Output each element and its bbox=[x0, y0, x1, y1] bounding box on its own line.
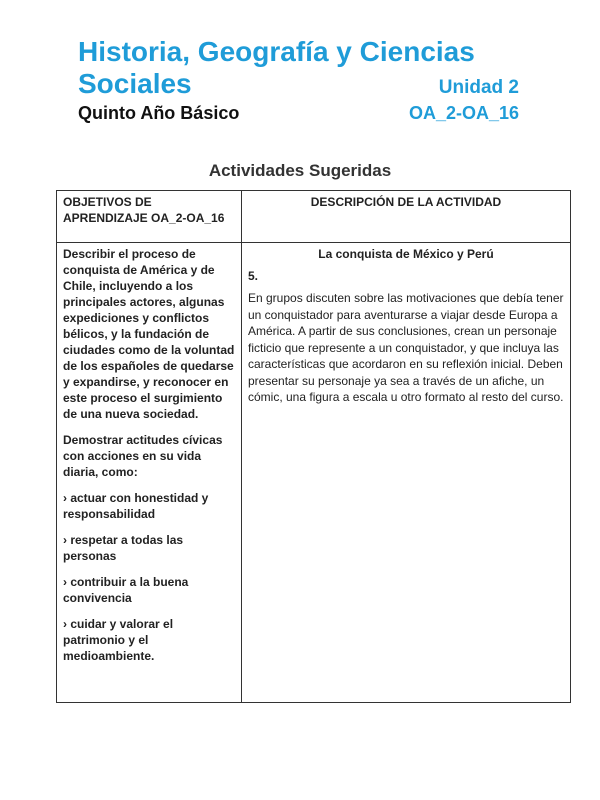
subject-title-row bbox=[78, 68, 523, 100]
activity-table bbox=[56, 190, 571, 703]
learning-objective-text: Describir el proceso de conquista de América y de Chile, incluyendo a los principales actores, algunas expediciones y conflictos bélicos, y la fundación de ciudades como de la voluntad de los españoles de quedarse y expandirse, y reconocer en este proceso el surgimiento de una nueva sociedad. bbox=[63, 247, 235, 421]
table-header-row bbox=[57, 191, 571, 243]
description-header-cell: DESCRIPCIÓN DE LA ACTIVIDAD bbox=[242, 191, 571, 243]
section-title: Actividades Sugeridas bbox=[208, 161, 392, 180]
attitude-item: › respetar a todas las personas bbox=[63, 533, 184, 563]
grade-label: Quinto Año Básico bbox=[78, 103, 240, 123]
oa-code-label: OA_2-OA_16 bbox=[408, 103, 519, 123]
attitudes-intro-text: Demostrar actitudes cívicas con acciones en su vida diaria, como: bbox=[63, 433, 223, 479]
table-body-row bbox=[57, 243, 571, 703]
subject-title-line1: Historia, Geografía y Ciencias bbox=[78, 36, 475, 67]
description-cell bbox=[242, 243, 571, 703]
attitude-item: › cuidar y valorar el patrimonio y el medioambiente. bbox=[63, 617, 174, 663]
attitude-item: › contribuir a la buena convivencia bbox=[63, 575, 189, 605]
subject-title-line2: Sociales bbox=[78, 68, 192, 99]
activity-description: En grupos discuten sobre las motivaciones que debía tener un conquistador para aventurarse a viajar desde Europa a América. A partir de sus conclusiones, crean un personaje ficticio que represente a un conquistador, y que incluya las características que acordaron en su reflexión inicial. Deben presentar su personaje ya sea a través de un afiche, un cómic, una figura a escala u otro formato al resto del curso. bbox=[248, 291, 564, 404]
grade-row bbox=[78, 100, 523, 124]
objectives-header-cell: OBJETIVOS DE APRENDIZAJE OA_2-OA_16 bbox=[57, 191, 242, 243]
attitude-item: › actuar con honestidad y responsabilidad bbox=[63, 491, 209, 521]
activity-title: La conquista de México y Perú bbox=[318, 247, 494, 261]
unit-label: Unidad 2 bbox=[438, 77, 519, 98]
activity-number: 5. bbox=[248, 269, 259, 283]
objectives-cell bbox=[57, 243, 242, 703]
document-header bbox=[78, 36, 523, 124]
